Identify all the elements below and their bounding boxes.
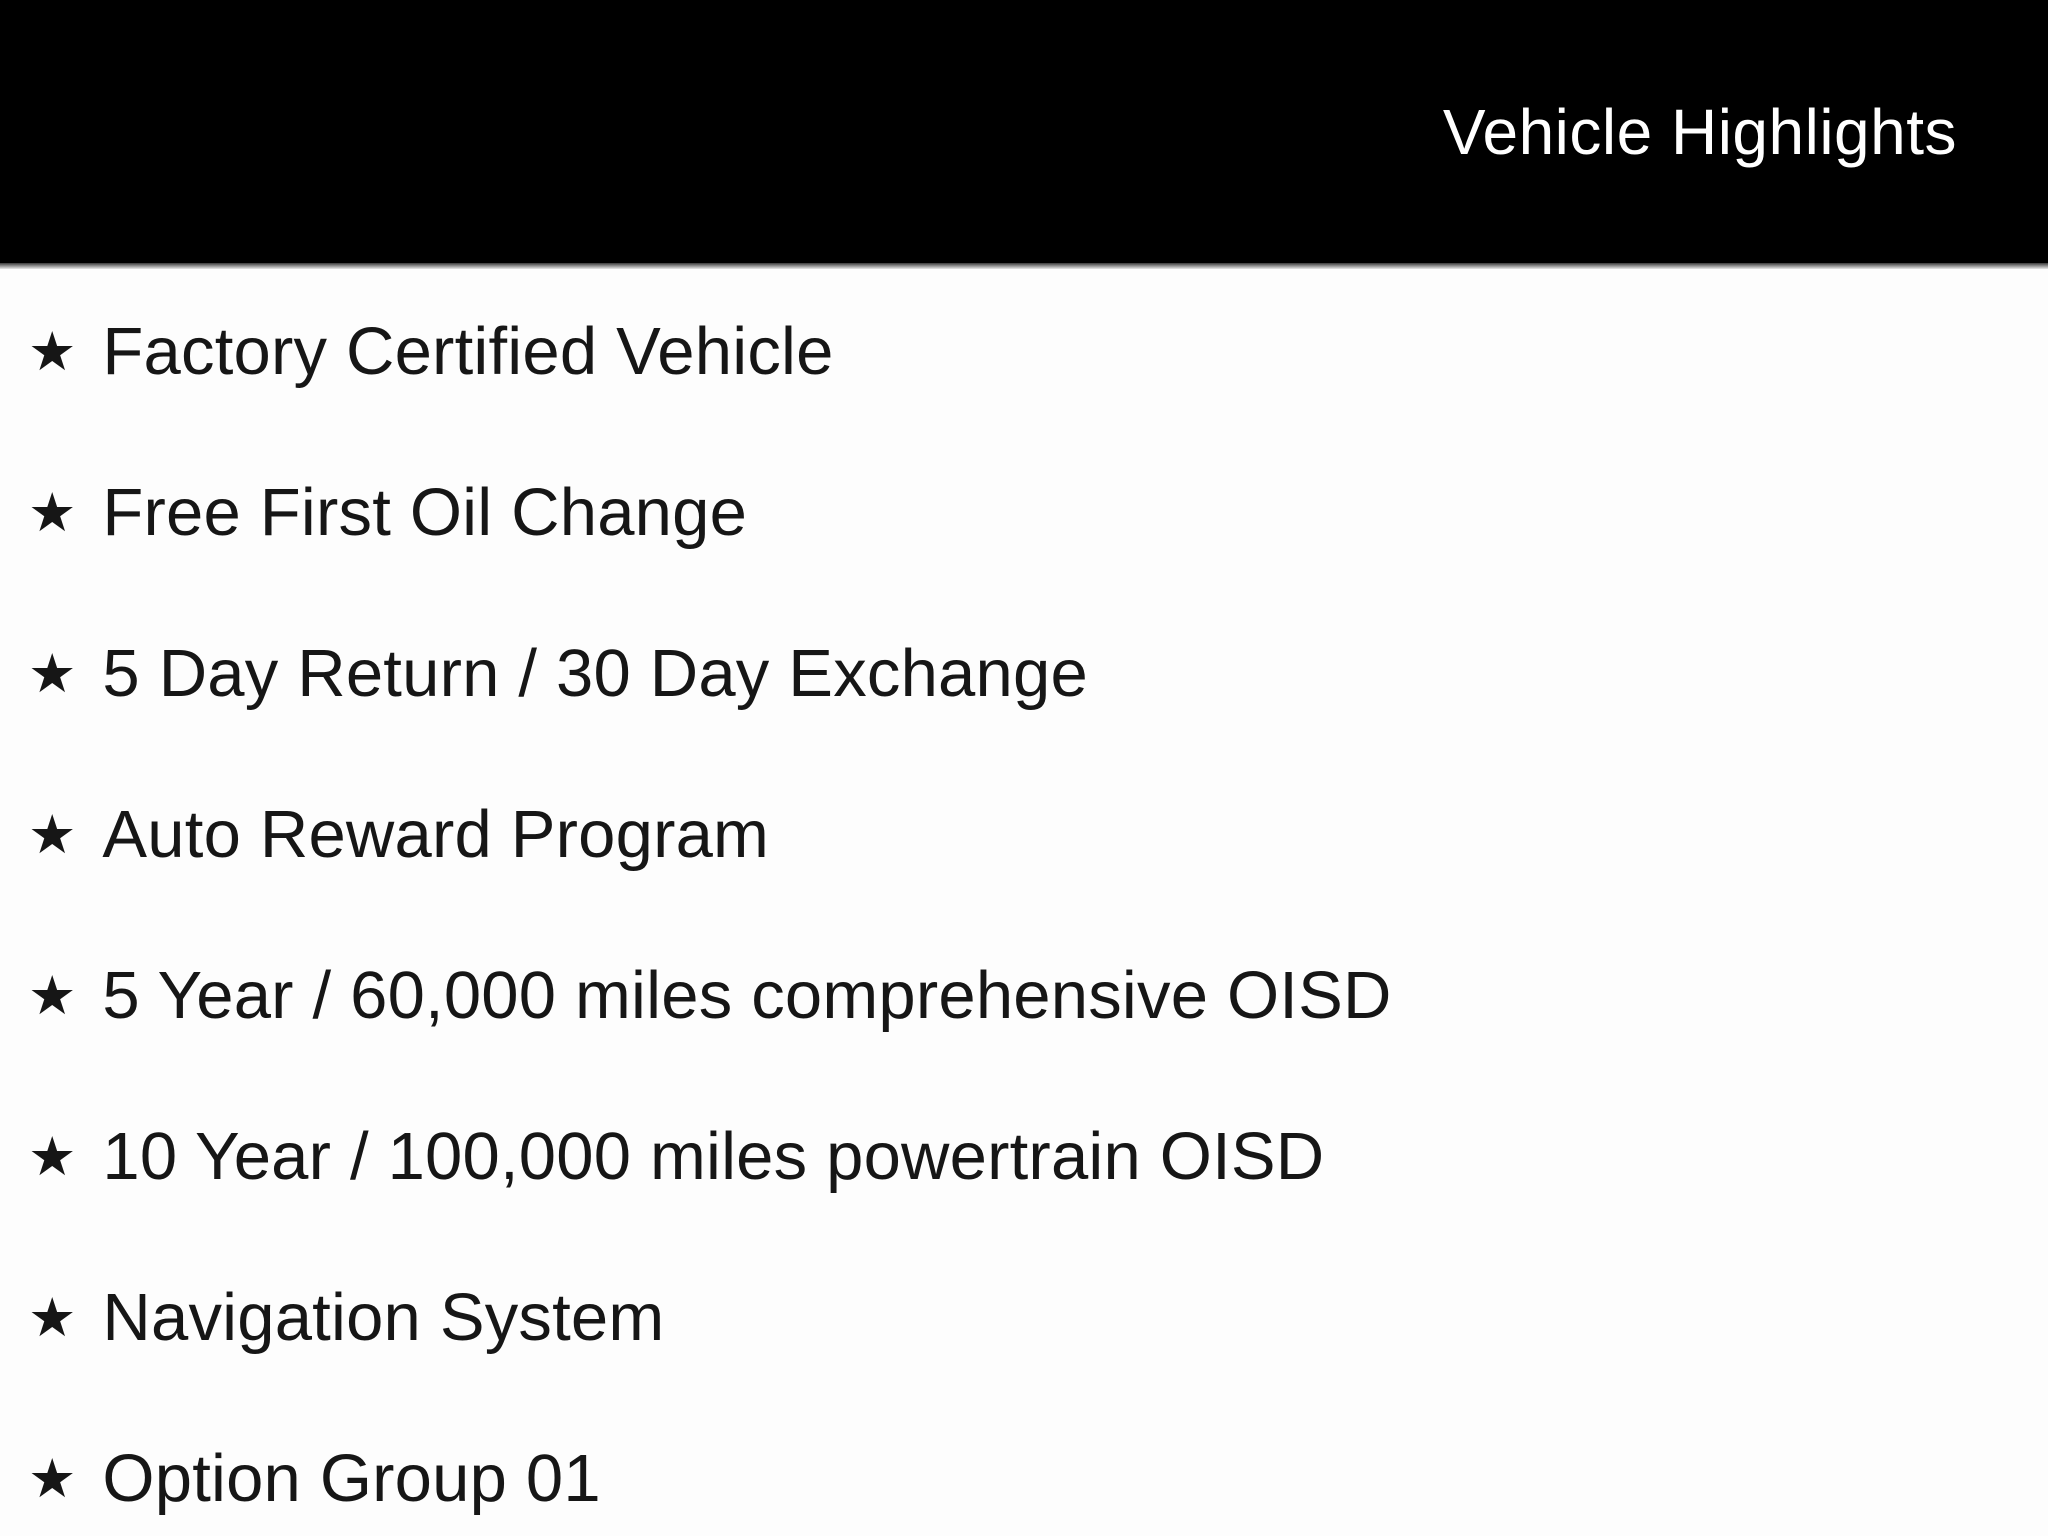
star-icon: ★ <box>28 643 77 704</box>
highlight-text: Navigation System <box>102 1280 665 1355</box>
star-icon: ★ <box>28 482 77 543</box>
star-icon: ★ <box>28 1287 77 1348</box>
star-icon: ★ <box>28 321 77 382</box>
header-bar <box>0 0 2048 263</box>
list-item <box>28 432 2048 593</box>
star-icon: ★ <box>28 804 77 865</box>
list-item <box>28 1237 2048 1398</box>
list-item <box>28 1398 2048 1536</box>
highlight-text: Factory Certified Vehicle <box>102 314 834 389</box>
list-item <box>28 593 2048 754</box>
list-item <box>28 915 2048 1076</box>
highlight-text: 5 Year / 60,000 miles comprehensive OISD <box>102 958 1392 1033</box>
page-title: Vehicle Highlights <box>1442 95 1957 168</box>
star-icon: ★ <box>28 1448 77 1509</box>
list-item <box>28 271 2048 432</box>
highlight-text: Auto Reward Program <box>102 797 770 872</box>
list-item <box>28 754 2048 915</box>
list-item <box>28 1076 2048 1237</box>
highlight-text: Free First Oil Change <box>102 475 748 550</box>
star-icon: ★ <box>28 965 77 1026</box>
highlight-text: 5 Day Return / 30 Day Exchange <box>102 636 1088 711</box>
highlight-text: 10 Year / 100,000 miles powertrain OISD <box>102 1119 1325 1194</box>
highlight-text: Option Group 01 <box>102 1441 601 1516</box>
star-icon: ★ <box>28 1126 77 1187</box>
vehicle-highlights-list <box>0 269 2048 1536</box>
